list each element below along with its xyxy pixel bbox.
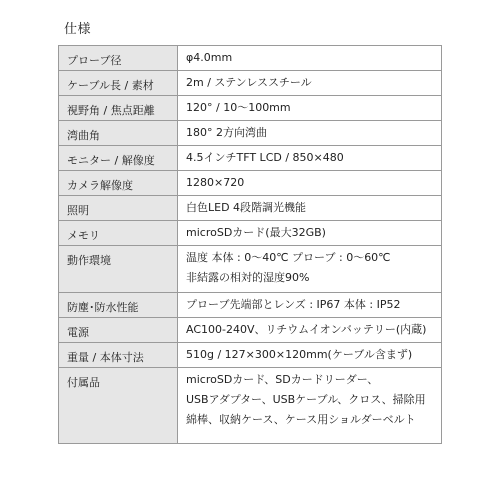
spec-row	[59, 71, 442, 96]
spec-value-line: microSDカード、SDカードリーダー、	[186, 373, 379, 386]
spec-value-line: AC100-240V、リチウムイオンバッテリー(内蔵)	[186, 323, 427, 336]
spec-label: 付属品	[59, 368, 178, 444]
spec-value	[178, 221, 442, 246]
spec-row	[59, 171, 442, 196]
spec-row	[59, 146, 442, 171]
spec-row	[59, 121, 442, 146]
spec-label: ケーブル長 / 素材	[59, 71, 178, 96]
spec-value	[178, 318, 442, 343]
spec-row	[59, 318, 442, 343]
spec-value-line: プローブ先端部とレンズ : IP67 本体 : IP52	[186, 298, 401, 311]
spec-row	[59, 368, 442, 444]
spec-value	[178, 343, 442, 368]
spec-label: モニター / 解像度	[59, 146, 178, 171]
spec-label: カメラ解像度	[59, 171, 178, 196]
spec-value	[178, 368, 442, 444]
spec-value	[178, 46, 442, 71]
page-title: 仕様	[64, 22, 92, 37]
spec-label: プローブ径	[59, 46, 178, 71]
spec-row	[59, 293, 442, 318]
spec-value-line: 2m / ステンレススチール	[186, 76, 312, 89]
spec-row	[59, 46, 442, 71]
spec-value-line: microSDカード(最大32GB)	[186, 226, 326, 239]
spec-label: 電源	[59, 318, 178, 343]
spec-row	[59, 343, 442, 368]
spec-value	[178, 121, 442, 146]
spec-value	[178, 96, 442, 121]
spec-value-line: 1280×720	[186, 176, 245, 189]
spec-label: 視野角 / 焦点距離	[59, 96, 178, 121]
spec-value	[178, 196, 442, 221]
spec-row	[59, 246, 442, 293]
spec-value-line: 510g / 127×300×120mm(ケーブル含まず)	[186, 348, 413, 361]
spec-value-line: 白色LED 4段階調光機能	[186, 201, 307, 214]
spec-value-line: 温度 本体 : 0〜40℃ プローブ : 0〜60℃	[186, 251, 391, 264]
spec-value-line: 非結露の相対的湿度90%	[186, 271, 310, 284]
spec-label: メモリ	[59, 221, 178, 246]
spec-label: 照明	[59, 196, 178, 221]
spec-value-line: 4.5インチTFT LCD / 850×480	[186, 151, 344, 164]
spec-value	[178, 146, 442, 171]
spec-value-line: 120° / 10〜100mm	[186, 101, 291, 114]
spec-row	[59, 221, 442, 246]
spec-value-line: φ4.0mm	[186, 51, 233, 64]
spec-label: 動作環境	[59, 246, 178, 293]
spec-value	[178, 293, 442, 318]
spec-value-line: 綿棒、収納ケース、ケース用ショルダーベルト	[186, 413, 416, 426]
spec-row	[59, 196, 442, 221]
spec-value	[178, 171, 442, 196]
spec-value	[178, 246, 442, 293]
spec-value-line: USBアダプター、USBケーブル、クロス、掃除用	[186, 393, 426, 406]
spec-value	[178, 71, 442, 96]
spec-row	[59, 96, 442, 121]
spec-label: 防塵･防水性能	[59, 293, 178, 318]
spec-table	[58, 45, 442, 444]
spec-value-line: 180° 2方向湾曲	[186, 126, 267, 139]
spec-label: 湾曲角	[59, 121, 178, 146]
spec-label: 重量 / 本体寸法	[59, 343, 178, 368]
